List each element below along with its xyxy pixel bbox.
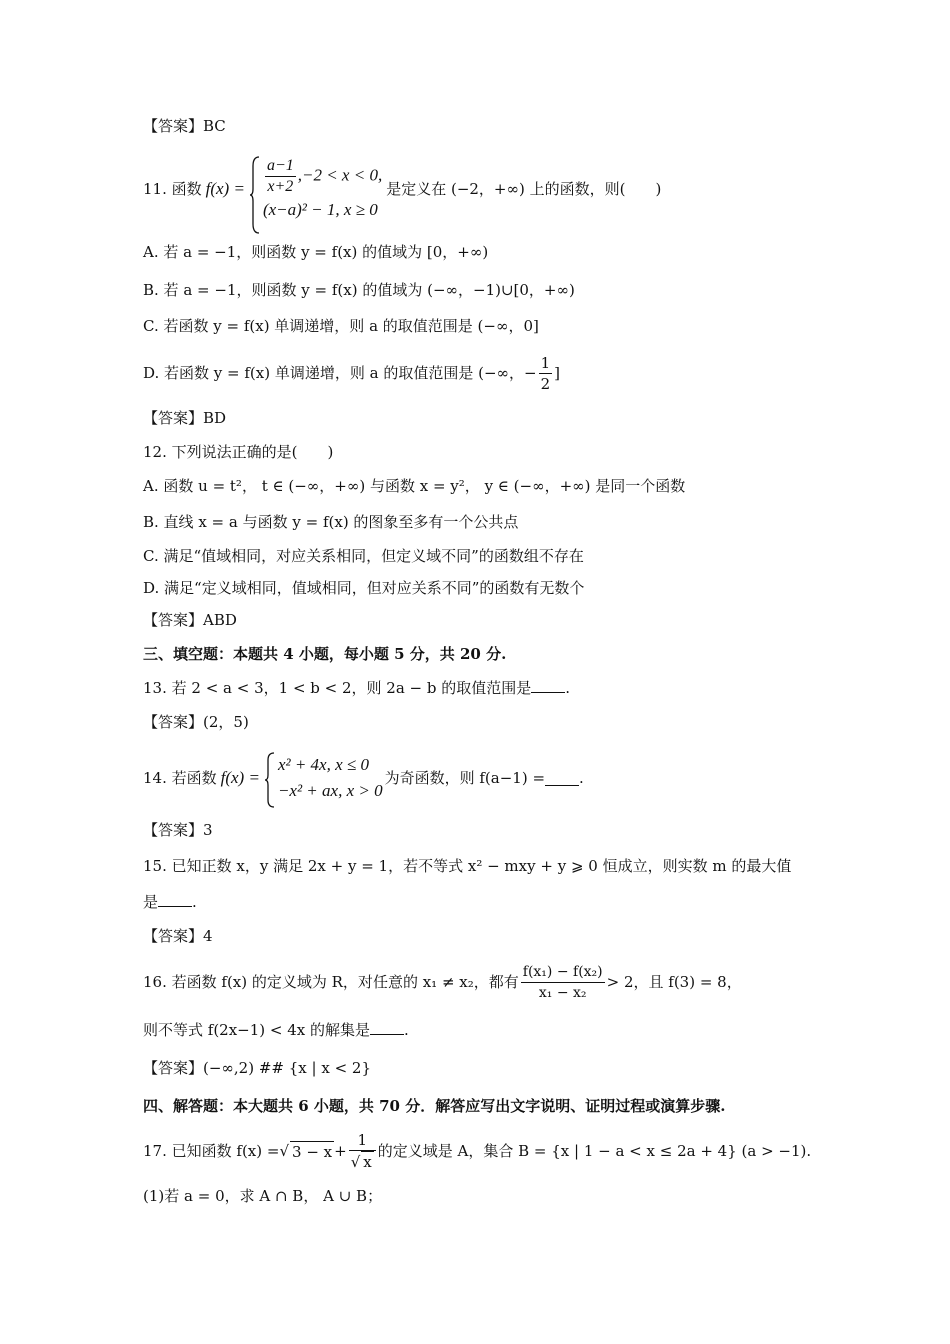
q11-frac-num: a−1 [265, 156, 296, 177]
q12-option-c: C. 满足“值域相同，对应关系相同，但定义域不同”的函数组不存在 [143, 547, 584, 565]
answer-10: 【答案】BC [143, 117, 226, 135]
q11-d-pre: D. 若函数 y = f(x) 单调递增，则 a 的取值范围是 (−∞，− [143, 364, 537, 382]
q11-option-b: B. 若 a = −1，则函数 y = f(x) 的值域为 (−∞，−1)∪[0，+∞) [143, 281, 575, 299]
q11-d-num: 1 [540, 353, 551, 372]
q11-option-d [143, 350, 560, 396]
q11-piece2: (x−a)² − 1, x ≥ 0 [262, 199, 378, 219]
left-brace-icon [249, 156, 261, 234]
q11-suffix: 是定义在 (−2，+∞) 上的函数，则( ) [386, 180, 662, 198]
section-3-heading: 三、填空题：本题共 4 小题，每小题 5 分，共 20 分. [143, 645, 507, 663]
question-16: 16. 若函数 f(x) 的定义域为 R，对任意的 x₁ ≠ x₂，都有 $\frac{\text{f(x₁) − f(x₂)}}{\text{x₁ − x₂}}$ > 2，且 f(3) = 8， [143, 963, 742, 1001]
q11-option-a: A. 若 a = −1，则函数 y = f(x) 的值域为 [0，+∞) [143, 243, 489, 261]
question-15-line-2: 是 . [143, 893, 197, 911]
answer-blank [370, 1020, 404, 1035]
q14-piecewise: x² + 4x, x ≤ 0 −x² + ax, x > 0 [264, 752, 383, 804]
question-13: 13. 若 2 < a < 3，1 < b < 2，则 2a − b 的取值范围是 . [143, 679, 571, 697]
q11-d-post: ] [554, 364, 560, 382]
q11-piece1-cond: ,−2 < x < 0, [297, 164, 383, 184]
question-17-part-1: (1)若 a = 0，求 A ∩ B， A ∪ B； [143, 1187, 383, 1205]
question-16-line-2: 则不等式 f(2x−1) < 4x 的解集是 . [143, 1021, 409, 1039]
answer-14: 【答案】3 [143, 821, 213, 839]
question-17: 17. 已知函数 f(x) = √ 3 − x + $\frac{1}{√ x}$ 的定义域是 A，集合 B = {x | 1 − a < x ≤ 2a + 4} (a > −1). [143, 1131, 812, 1171]
q11-frac-den: x+2 [267, 177, 294, 195]
answer-13: 【答案】(2，5) [143, 713, 249, 731]
answer-blank [545, 771, 579, 786]
sqrt-icon: √ [350, 1153, 361, 1171]
question-11 [143, 150, 661, 228]
q11-option-c: C. 若函数 y = f(x) 单调递增，则 a 的取值范围是 (−∞，0] [143, 317, 539, 335]
q11-d-den: 2 [540, 374, 551, 393]
q12-option-a: A. 函数 u = t²， t ∈ (−∞，+∞) 与函数 x = y²， y ∈ (−∞，+∞) 是同一个函数 [143, 477, 686, 495]
q11-fx: f(x) = [205, 179, 245, 198]
q12-option-b: B. 直线 x = a 与函数 y = f(x) 的图象至多有一个公共点 [143, 513, 519, 531]
q11-prefix: 11. 函数 [143, 180, 202, 198]
answer-16: 【答案】(−∞,2) ## {x | x < 2} [143, 1059, 371, 1077]
q12-option-d: D. 满足“定义域相同，值域相同，但对应关系不同”的函数有无数个 [143, 579, 585, 597]
sqrt-icon: √ [279, 1142, 290, 1160]
question-12: 12. 下列说法正确的是( ) [143, 443, 334, 461]
left-brace-icon [264, 752, 276, 808]
question-15-line-1: 15. 已知正数 x，y 满足 2x + y = 1，若不等式 x² − mxy + y ⩾ 0 恒成立，则实数 m 的最大值 [143, 857, 792, 875]
answer-blank [531, 678, 565, 693]
q11-piecewise [249, 156, 382, 223]
answer-15: 【答案】4 [143, 927, 213, 945]
question-14: 14. 若函数 f(x) = x² + 4x, x ≤ 0 −x² + ax, x > 0 为奇函数，则 f(a−1) = . [143, 750, 584, 806]
section-4-heading: 四、解答题：本大题共 6 小题，共 70 分．解答应写出文字说明、证明过程或演算步骤. [143, 1097, 726, 1115]
answer-12: 【答案】ABD [143, 611, 237, 629]
answer-blank [158, 892, 192, 907]
answer-11: 【答案】BD [143, 409, 227, 427]
